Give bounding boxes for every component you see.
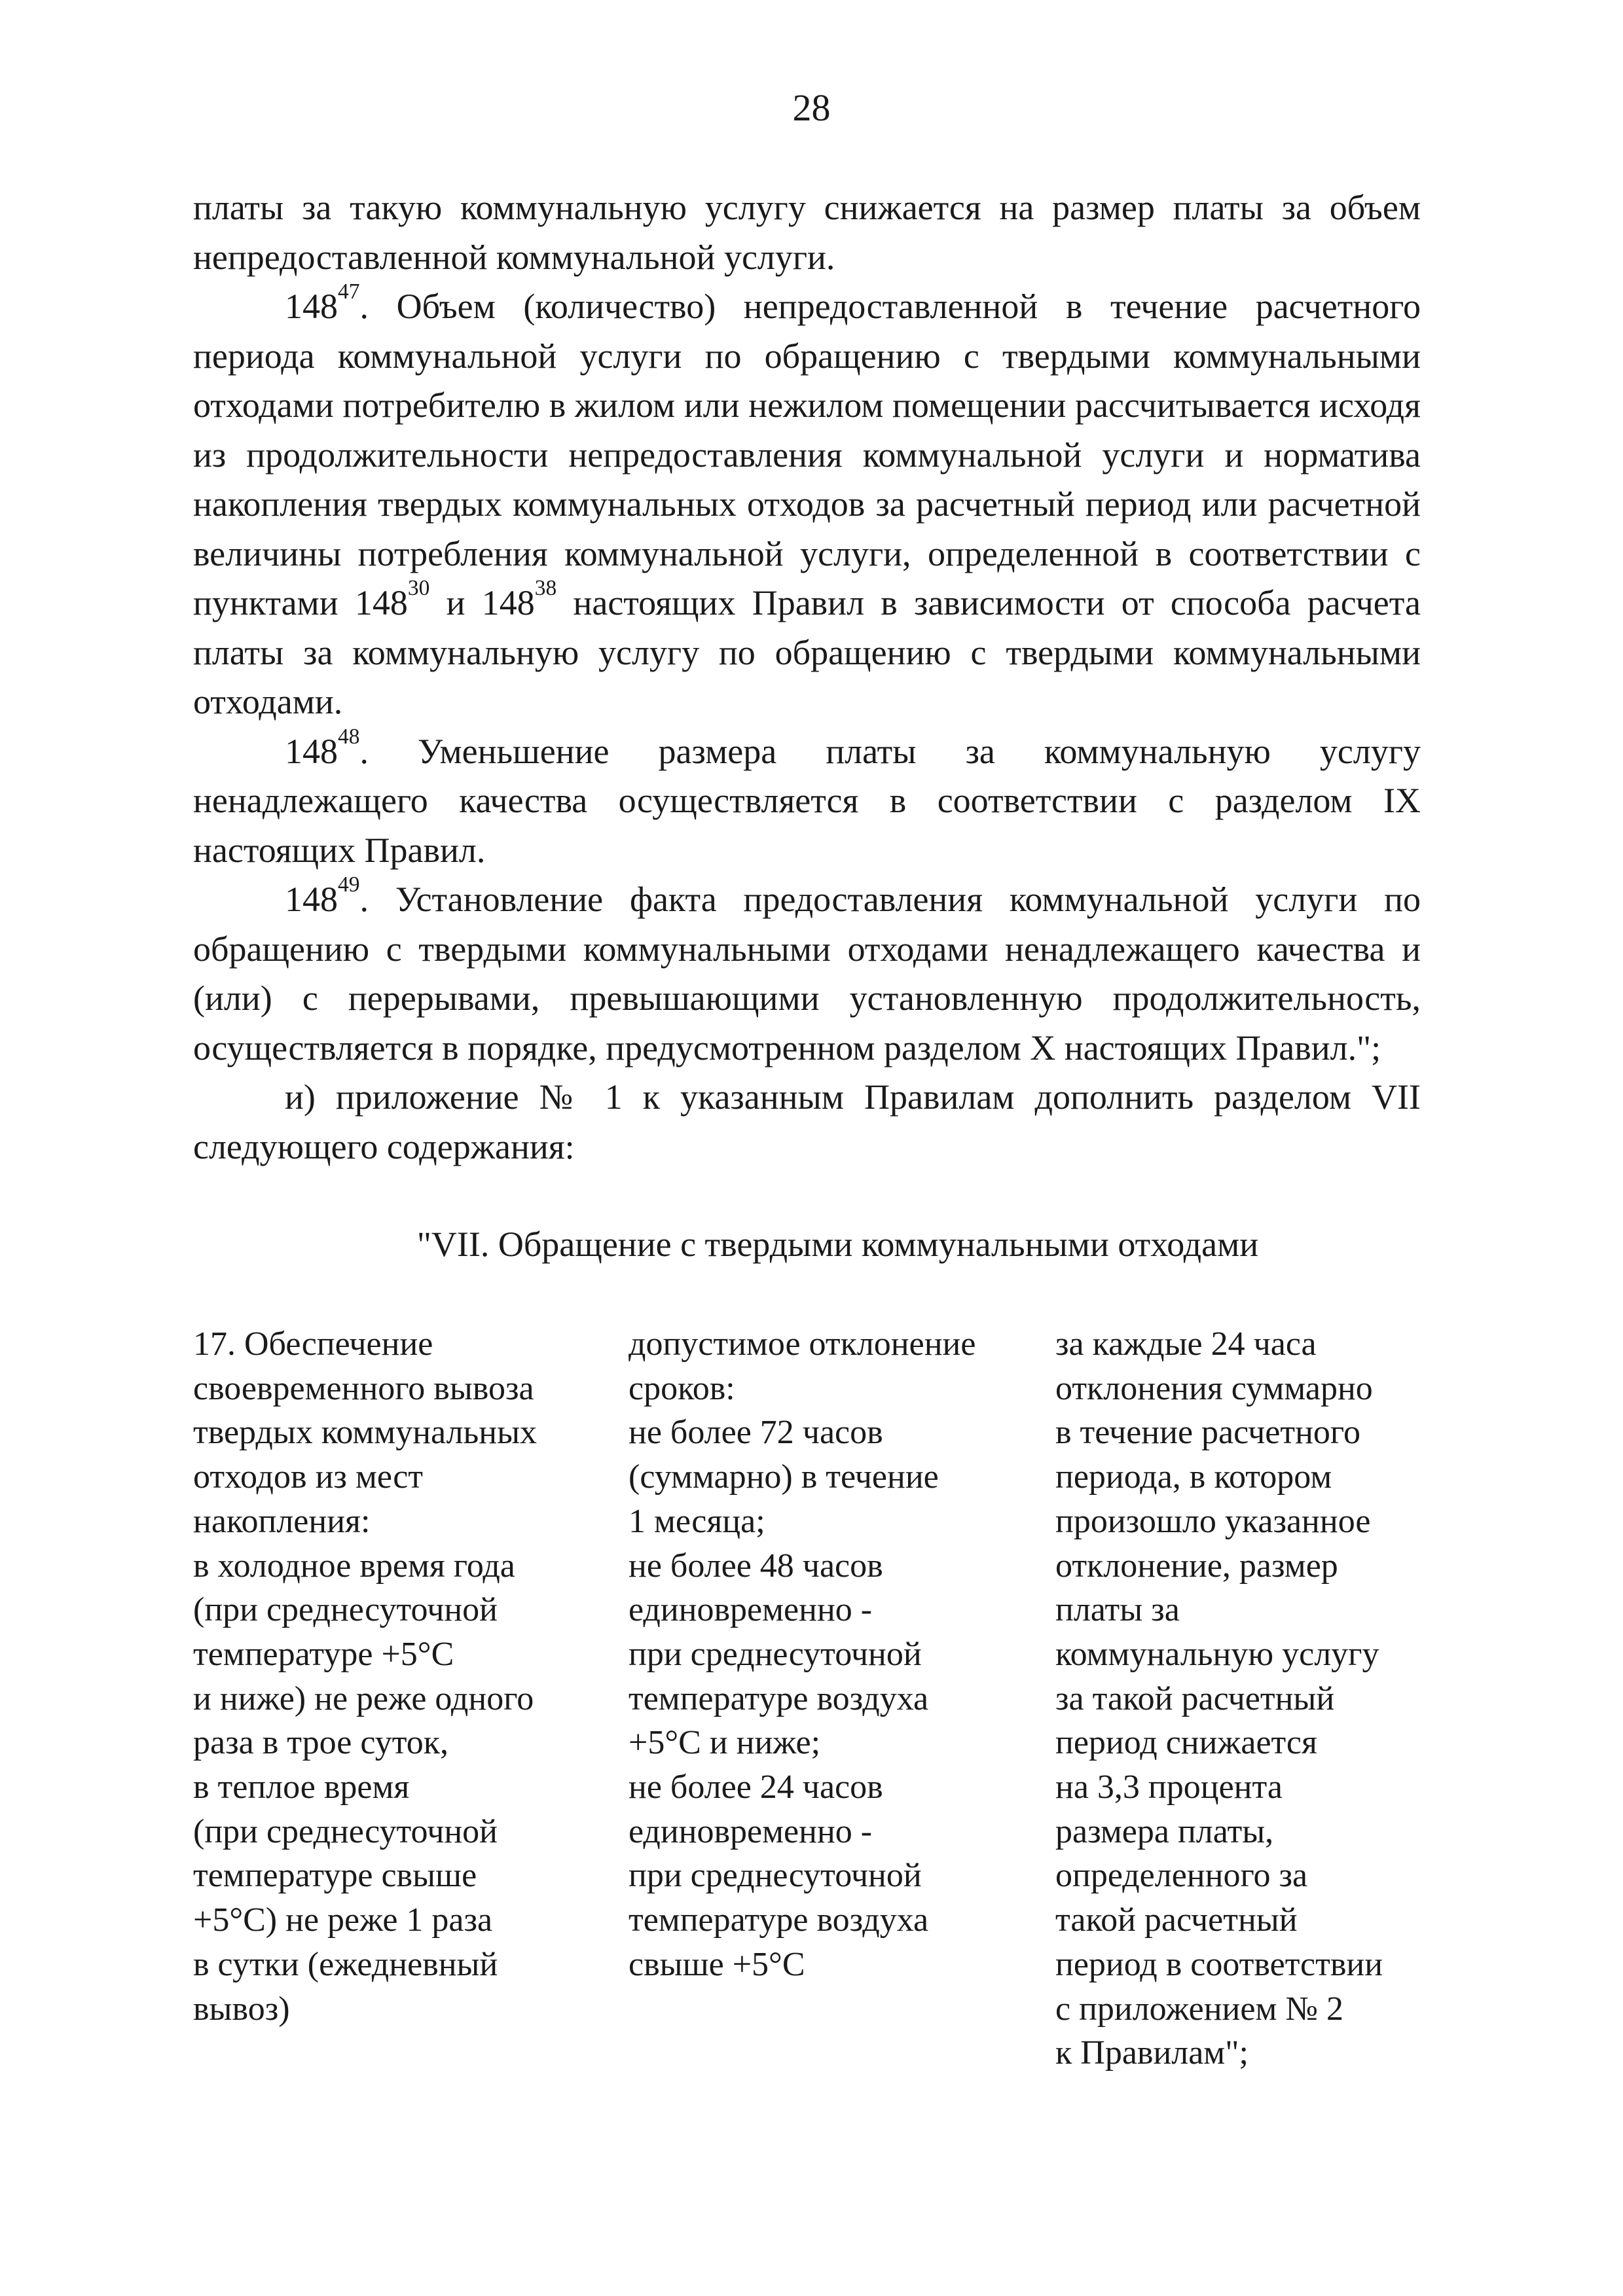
clause-text-b: настоящих Правил в зависимости от способа расчета платы за коммунальную услугу по обращению с твердыми коммунальными отходами. [193, 583, 1421, 721]
paragraph-continuation: платы за такую коммунальную услугу снижается на размер платы за объем непредоставленной коммунальной услуги. [193, 188, 1421, 277]
clause-text-a: . Объем (количество) непредоставленной в течение расчетного периода коммунальной услуги по обращению с твердыми коммунальными отходами потребителю в жилом или нежилом помещении рассчитывается исходя из продолжительности непредоставления коммунальной услуги и норматива накопления твердых коммунальных отходов за расчетный период или расчетной величины потребления коммунальной услуги, определенной в соответствии с пунктами [193, 287, 1421, 622]
clause-superscript: 48 [338, 724, 360, 749]
ref-number: 148 [354, 583, 408, 622]
ref-superscript: 38 [534, 575, 557, 600]
section-heading: "VII. Обращение с твердыми коммунальными отходами [416, 1225, 1259, 1264]
paragraph-148-49 [193, 872, 1421, 1073]
ref-superscript: 30 [407, 575, 430, 600]
clause-number: 148 [285, 287, 338, 326]
clause-number: 148 [285, 731, 338, 771]
paragraph-148-47 [193, 279, 1421, 727]
clause-text-mid: и [429, 583, 482, 622]
document-body [193, 183, 1421, 1172]
paragraph-148-48 [193, 724, 1421, 876]
clause-text: . Уменьшение размера платы за коммунальную услугу ненадлежащего качества осуществляется в соответствии с разделом IX настоящих Правил. [193, 731, 1421, 870]
page-number: 28 [792, 86, 831, 129]
clause-superscript: 49 [338, 872, 360, 897]
ref-number: 148 [481, 583, 535, 622]
table-column-deviation: допустимое отклонение сроков: не более 72 часов (суммарно) в течение 1 месяца; не более 48 часов единовременно - при среднесуточной температуре воздуха +5°C и ниже; не более 24 часов единовременно - при среднесуточной температуре воздуха свыше +5°C [629, 1325, 976, 1983]
table-column-payment-change: за каждые 24 часа отклонения суммарно в течение расчетного периода, в котором произошло указанное отклонение, размер платы за коммунальную услугу за такой расчетный период снижается на 3,3 процента размера платы, определенного за такой расчетный период в соответствии с приложением № 2 к Правилам"; [1055, 1325, 1383, 2072]
clause-number: 148 [285, 880, 338, 919]
table-column-requirement: 17. Обеспечение своевременного вывоза твердых коммунальных отходов из мест накопления: в холодное время года (при среднесуточной температуре +5°C и ниже) не реже одного раза в трое суток, в теплое время (при среднесуточной температуре свыше +5°C) не реже 1 раза в сутки (ежедневный вывоз) [193, 1325, 538, 2028]
paragraph-amendment-i: и) приложение № 1 к указанным Правилам дополнить разделом VII следующего содержания: [193, 1077, 1421, 1166]
clause-superscript: 47 [338, 279, 360, 304]
clause-text: . Установление факта предоставления коммунальной услуги по обращению с твердыми коммунальными отходами ненадлежащего качества и (или) с перерывами, превышающими установленную продолжительность, осуществляется в порядке, предусмотренном разделом X настоящих Правил."; [193, 880, 1421, 1067]
